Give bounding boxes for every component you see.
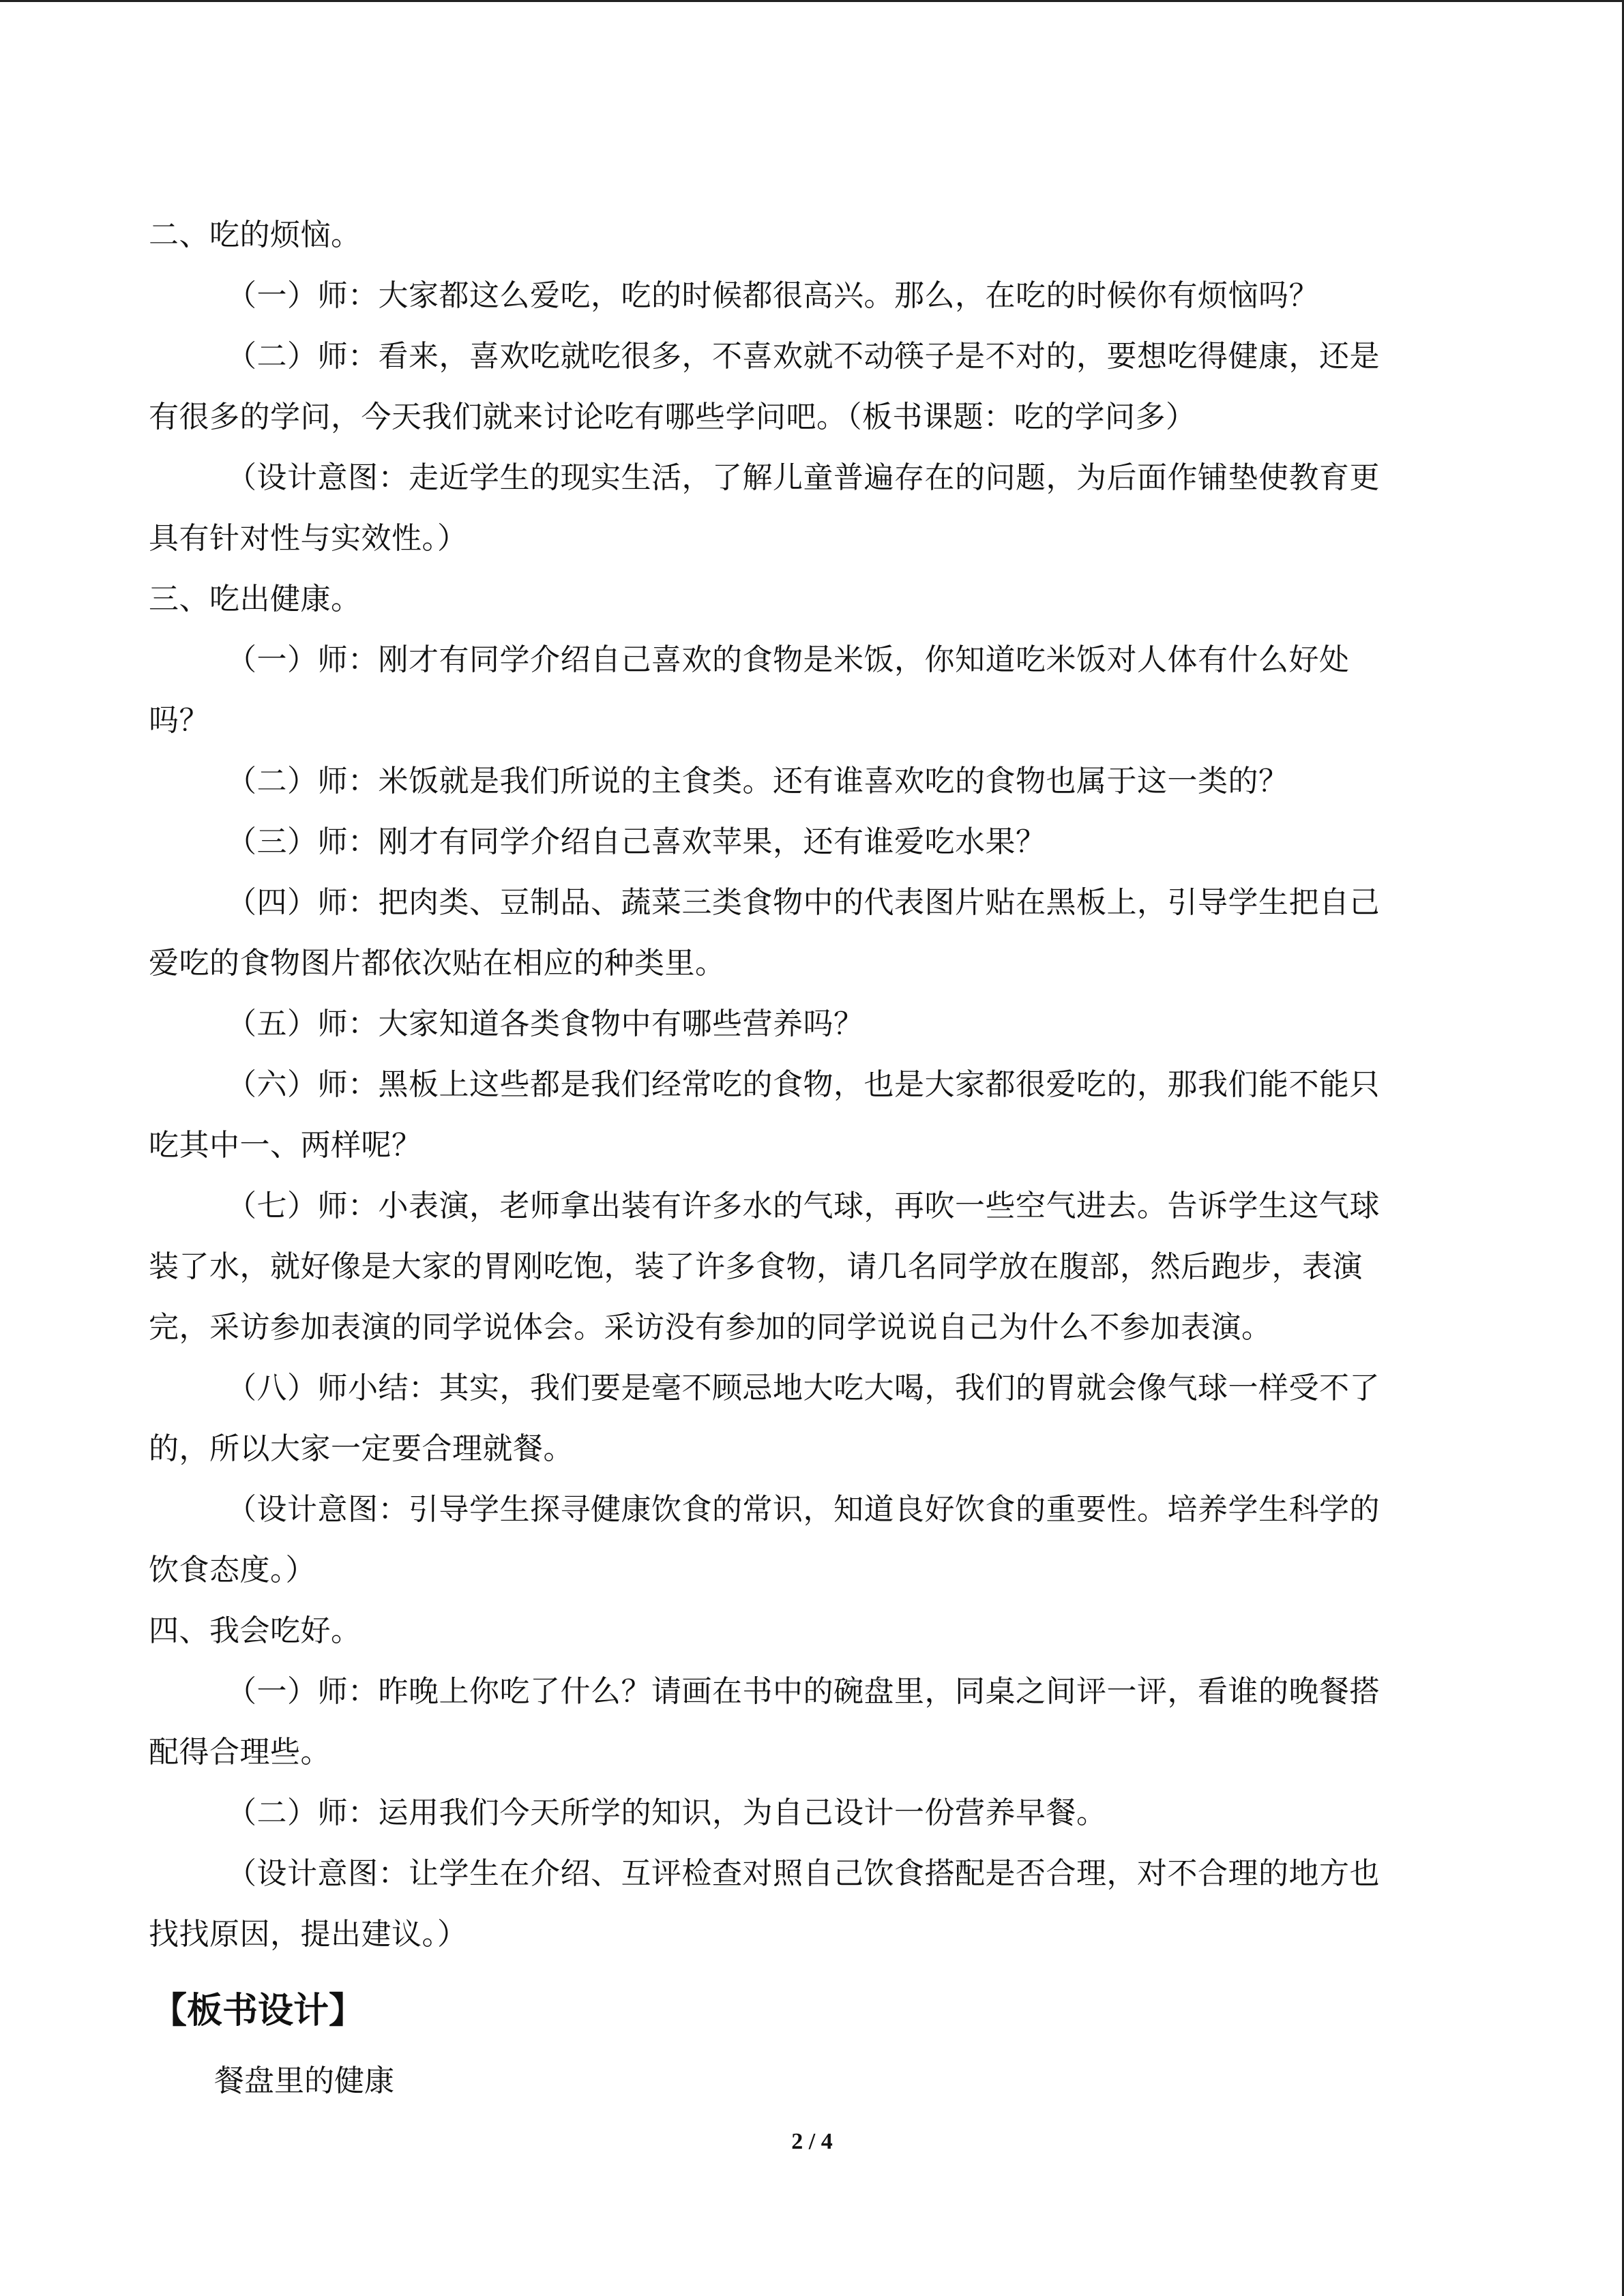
paragraph — [149, 1054, 1460, 1176]
text-line: （三）师：刚才有同学介绍自己喜欢苹果，还有谁爱吃水果？ — [226, 824, 1046, 859]
text-line: 完，采访参加表演的同学说体会。采访没有参加的同学说说自己为什么不参加表演。 — [149, 1310, 1272, 1345]
text-line: 的，所以大家一定要合理就餐。 — [149, 1431, 574, 1466]
text-line: （八）师小结：其实，我们要是毫不顾忌地大吃大喝，我们的胃就会像气球一样受不了 — [226, 1371, 1380, 1405]
paragraph — [149, 1600, 1460, 1661]
text-line: 找找原因，提出建议。） — [149, 1917, 468, 1952]
paragraph-list — [149, 205, 1460, 1965]
board-design-heading: 【板书设计】 — [151, 1991, 365, 2031]
paragraph — [149, 569, 1460, 629]
text-line: （四）师：把肉类、豆制品、蔬菜三类食物中的代表图片贴在黑板上，引导学生把自己 — [226, 885, 1380, 920]
paragraph — [149, 1661, 1460, 1783]
text-line: 吃其中一、两样呢？ — [149, 1128, 422, 1163]
paragraph — [149, 326, 1460, 447]
text-line: 爱吃的食物图片都依次贴在相应的种类里。 — [149, 946, 726, 981]
paragraph — [149, 1176, 1460, 1358]
paragraph — [149, 265, 1460, 326]
board-title: 餐盘里的健康 — [214, 2063, 394, 2098]
text-line: 有很多的学问，今天我们就来讨论吃有哪些学问吧。（板书课题：吃的学问多） — [149, 400, 1196, 434]
paragraph — [149, 1843, 1460, 1965]
text-line: （二）师：看来，喜欢吃就吃很多，不喜欢就不动筷子是不对的，要想吃得健康，还是 — [226, 339, 1380, 374]
paragraph — [149, 811, 1460, 872]
paragraph — [149, 205, 1460, 265]
document-body — [149, 205, 1460, 2119]
text-line: 具有针对性与实效性。） — [149, 521, 468, 556]
text-line: （设计意图：走近学生的现实生活，了解儿童普遍存在的问题，为后面作铺垫使教育更 — [226, 460, 1380, 495]
text-line: （七）师：小表演，老师拿出装有许多水的气球，再吹一些空气进去。告诉学生这气球 — [226, 1189, 1380, 1223]
text-line: 吗？ — [149, 703, 209, 738]
paragraph — [149, 1783, 1460, 1843]
paragraph — [149, 1479, 1460, 1600]
text-line: （设计意图：让学生在介绍、互评检查对照自己饮食搭配是否合理，对不合理的地方也 — [226, 1856, 1380, 1891]
text-line: （六）师：黑板上这些都是我们经常吃的食物，也是大家都很爱吃的，那我们能不能只 — [226, 1067, 1380, 1102]
text-line: 装了水，就好像是大家的胃刚吃饱，装了许多食物，请几名同学放在腹部，然后跑步，表演 — [149, 1249, 1363, 1284]
text-line: 四、我会吃好。 — [149, 1613, 361, 1648]
paragraph — [149, 994, 1460, 1054]
paragraph — [149, 629, 1460, 751]
page-top-border — [0, 0, 1624, 2]
page-number: 2 / 4 — [791, 2129, 833, 2154]
text-line: 配得合理些。 — [149, 1735, 331, 1770]
text-line: （二）师：米饭就是我们所说的主食类。还有谁喜欢吃的食物也属于这一类的？ — [226, 764, 1289, 799]
text-line: （五）师：大家知道各类食物中有哪些营养吗？ — [226, 1007, 864, 1041]
paragraph — [149, 872, 1460, 994]
paragraph — [149, 751, 1460, 811]
paragraph — [149, 1358, 1460, 1479]
text-line: （一）师：大家都这么爱吃，吃的时候都很高兴。那么，在吃的时候你有烦恼吗？ — [226, 278, 1319, 313]
text-line: 饮食态度。） — [149, 1553, 316, 1587]
text-line: （一）师：昨晚上你吃了什么？请画在书中的碗盘里，同桌之间评一评，看谁的晚餐搭 — [226, 1674, 1380, 1709]
text-line: （设计意图：引导学生探寻健康饮食的常识，知道良好饮食的重要性。培养学生科学的 — [226, 1492, 1380, 1527]
text-line: （二）师：运用我们今天所学的知识，为自己设计一份营养早餐。 — [226, 1795, 1107, 1830]
text-line: 三、吃出健康。 — [149, 582, 361, 616]
paragraph — [149, 447, 1460, 569]
text-line: 二、吃的烦恼。 — [149, 218, 361, 252]
text-line: （一）师：刚才有同学介绍自己喜欢的食物是米饭，你知道吃米饭对人体有什么好处 — [226, 642, 1350, 677]
